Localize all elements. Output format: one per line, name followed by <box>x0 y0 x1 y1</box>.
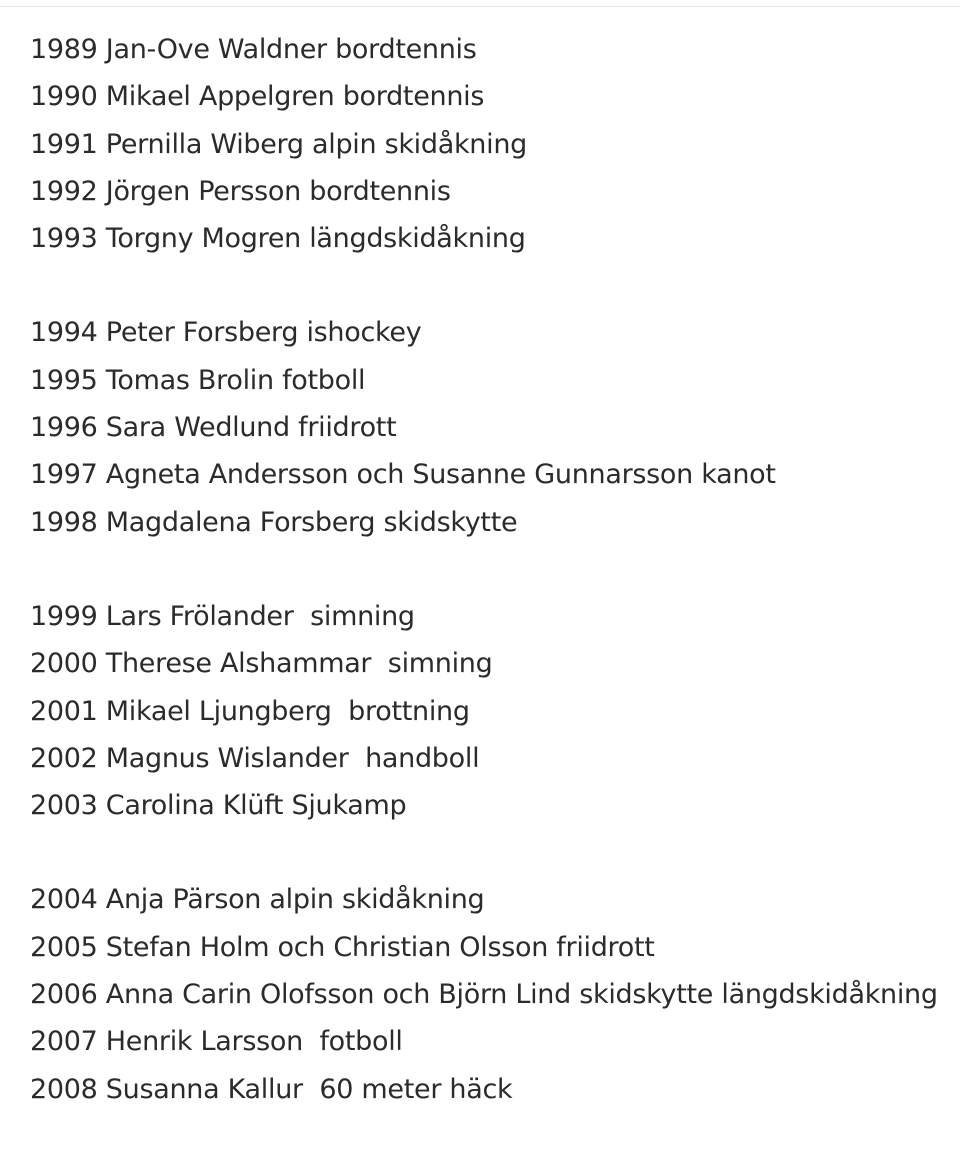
list-item: 1999 Lars Frölander simning <box>30 600 415 632</box>
list-item: 1994 Peter Forsberg ishockey <box>30 317 422 349</box>
list-item: 1991 Pernilla Wiberg alpin skidåkning <box>30 128 527 160</box>
list-item: 2007 Henrik Larsson fotboll <box>30 1026 403 1058</box>
list-group-4 <box>30 876 950 1112</box>
list-item: 2008 Susanna Kallur 60 meter häck <box>30 1073 513 1105</box>
list-item: 1990 Mikael Appelgren bordtennis <box>30 81 485 113</box>
list-item: 2001 Mikael Ljungberg brottning <box>30 695 470 727</box>
list-item: 1993 Torgny Mogren längdskidåkning <box>30 223 526 255</box>
list-item: 1998 Magdalena Forsberg skidskytte <box>30 506 518 538</box>
list-item: 2005 Stefan Holm och Christian Olsson friidrott <box>30 931 655 963</box>
list-item: 2003 Carolina Klüft Sjukamp <box>30 790 407 822</box>
list-group-2 <box>30 309 950 545</box>
list-item: 1989 Jan-Ove Waldner bordtennis <box>30 34 477 65</box>
winners-list <box>30 26 950 1160</box>
list-group-3 <box>30 593 950 829</box>
list-item: 2002 Magnus Wislander handboll <box>30 742 480 774</box>
list-item: 2000 Therese Alshammar simning <box>30 648 493 680</box>
list-item: 2004 Anja Pärson alpin skidåkning <box>30 884 485 916</box>
list-item: 1997 Agneta Andersson och Susanne Gunnarsson kanot <box>30 459 776 491</box>
list-item: 1992 Jörgen Persson bordtennis <box>30 175 451 207</box>
top-divider <box>0 6 960 7</box>
list-item: 2006 Anna Carin Olofsson och Björn Lind skidskytte längdskidåkning <box>30 979 938 1011</box>
list-item: 1995 Tomas Brolin fotboll <box>30 364 366 396</box>
list-group-1 <box>30 26 950 262</box>
list-item: 1996 Sara Wedlund friidrott <box>30 412 397 444</box>
